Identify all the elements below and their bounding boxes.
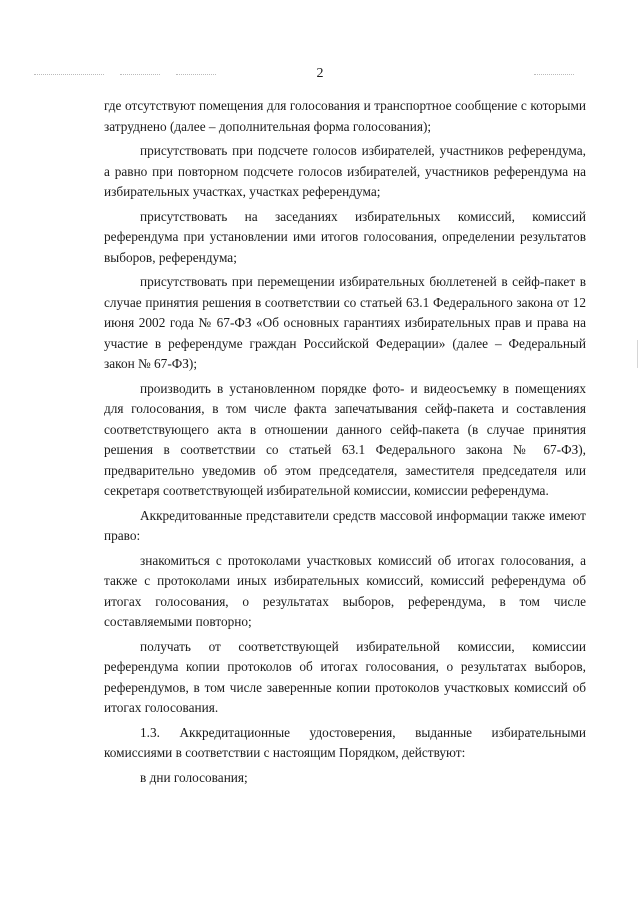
paragraph: в дни голосования; <box>140 769 248 785</box>
page-number: 2 <box>316 66 324 81</box>
paragraph: 1.3. Аккредитационные удостоверения, выданные избирательными комиссиями в соответствии с настоящим Порядком, действуют: <box>104 724 586 760</box>
paragraph: присутствовать на заседаниях избирательных комиссий, комиссий референдума при установлении ими итогов голосования, определении результатов выборов, референдума; <box>104 208 586 265</box>
paragraph: где отсутствуют помещения для голосования и транспортное сообщение с которыми затруднено (далее – дополнительная форма голосования); <box>104 98 586 134</box>
paragraph: Аккредитованные представители средств массовой информации также имеют право: <box>104 507 586 543</box>
paragraph: присутствовать при перемещении избирательных бюллетеней в сейф-пакет в случае принятия решения в соответствии со статьей 63.1 Федерального закона от 12 июня 2002 года № 67-ФЗ «Об основных гарантиях избирательных прав и права на участие в референдуме граждан Российской Федерации» (далее – Федеральный закон № 67-ФЗ); <box>104 274 586 371</box>
paragraph: получать от соответствующей избирательной комиссии, комиссии референдума копии протоколов об итогах голосования, о результатах выборов, референдумов, в том числе заверенные копии протоколов участковых комиссий об итогах голосования. <box>104 638 586 715</box>
paragraph: производить в установленном порядке фото- и видеосъемку в помещениях для голосования, в том числе факта запечатывания сейф-пакета и составления соответствующего акта в отношении данного сейф-пакета (в случае принятия решения в соответствии со статьей 63.1 Федерального закона № 67-ФЗ), предварительно уведомив об этом председателя, заместителя председателя или секретаря соответствующей избирательной комиссии, комиссии референдума. <box>104 380 586 498</box>
document-body <box>104 96 586 788</box>
paragraph: знакомиться с протоколами участковых комиссий об итогах голосования, а также с протоколами иных избирательных комиссий, комиссий референдума об итогах голосования, о результатах выборов, референдума, в том числе составляемыми повторно; <box>104 552 586 629</box>
paragraph: присутствовать при подсчете голосов избирателей, участников референдума, а равно при повторном подсчете голосов избирателей, участников референдума на избирательных участках, участках референдума; <box>104 143 586 199</box>
scan-edge-artifact <box>637 340 638 368</box>
